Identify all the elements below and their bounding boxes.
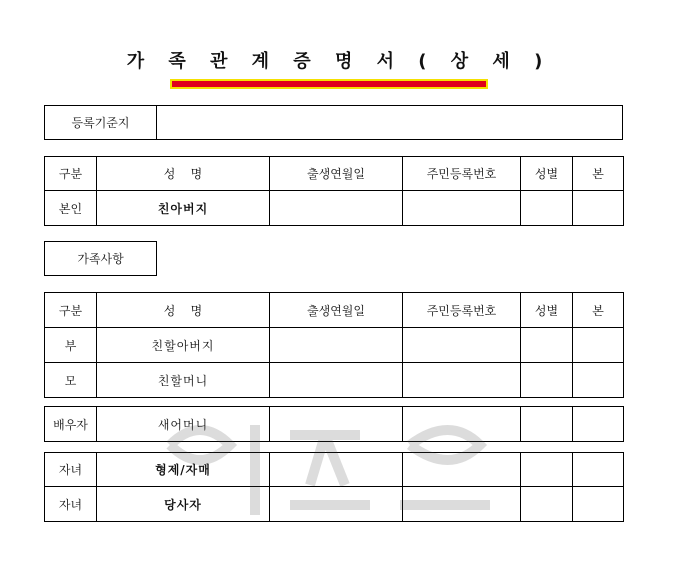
registry-value	[157, 106, 623, 140]
header-rrn: 주민등록번호	[403, 293, 521, 328]
name-cell: 당사자	[97, 487, 270, 522]
spouse-table	[44, 406, 624, 442]
header-birth: 출생연월일	[270, 293, 403, 328]
table-row	[45, 407, 624, 442]
birth-cell	[270, 191, 403, 226]
self-table	[44, 156, 624, 226]
registry-label: 등록기준지	[45, 106, 157, 140]
header-birth: 출생연월일	[270, 157, 403, 191]
relation-cell: 부	[45, 328, 97, 363]
name-cell: 새어머니	[97, 407, 270, 442]
relation-cell: 자녀	[45, 453, 97, 487]
relation-cell: 모	[45, 363, 97, 398]
family-section-label: 가족사항	[45, 242, 157, 276]
table-row	[45, 191, 624, 226]
header-origin: 본	[573, 293, 624, 328]
origin-cell	[573, 191, 624, 226]
header-rrn: 주민등록번호	[403, 157, 521, 191]
table-row	[45, 328, 624, 363]
rrn-cell	[403, 191, 521, 226]
children-table	[44, 452, 624, 522]
relation-cell: 자녀	[45, 487, 97, 522]
name-cell: 친아버지	[97, 191, 270, 226]
header-sex: 성별	[521, 157, 573, 191]
registry-table	[44, 105, 623, 140]
header-sex: 성별	[521, 293, 573, 328]
family-table	[44, 292, 624, 398]
header-relation: 구분	[45, 157, 97, 191]
header-name: 성 명	[97, 293, 270, 328]
header-name: 성 명	[97, 157, 270, 191]
relation-cell: 배우자	[45, 407, 97, 442]
table-row	[45, 453, 624, 487]
table-row	[45, 487, 624, 522]
sex-cell	[521, 191, 573, 226]
table-row	[45, 363, 624, 398]
name-cell: 친할머니	[97, 363, 270, 398]
family-section-box	[44, 241, 157, 276]
title-underline-bar	[170, 79, 488, 89]
header-origin: 본	[573, 157, 624, 191]
name-cell: 친할아버지	[97, 328, 270, 363]
header-relation: 구분	[45, 293, 97, 328]
name-cell: 형제/자매	[97, 453, 270, 487]
relation-cell: 본인	[45, 191, 97, 226]
document-title: 가 족 관 계 증 명 서 ( 상 세 )	[126, 51, 552, 72]
